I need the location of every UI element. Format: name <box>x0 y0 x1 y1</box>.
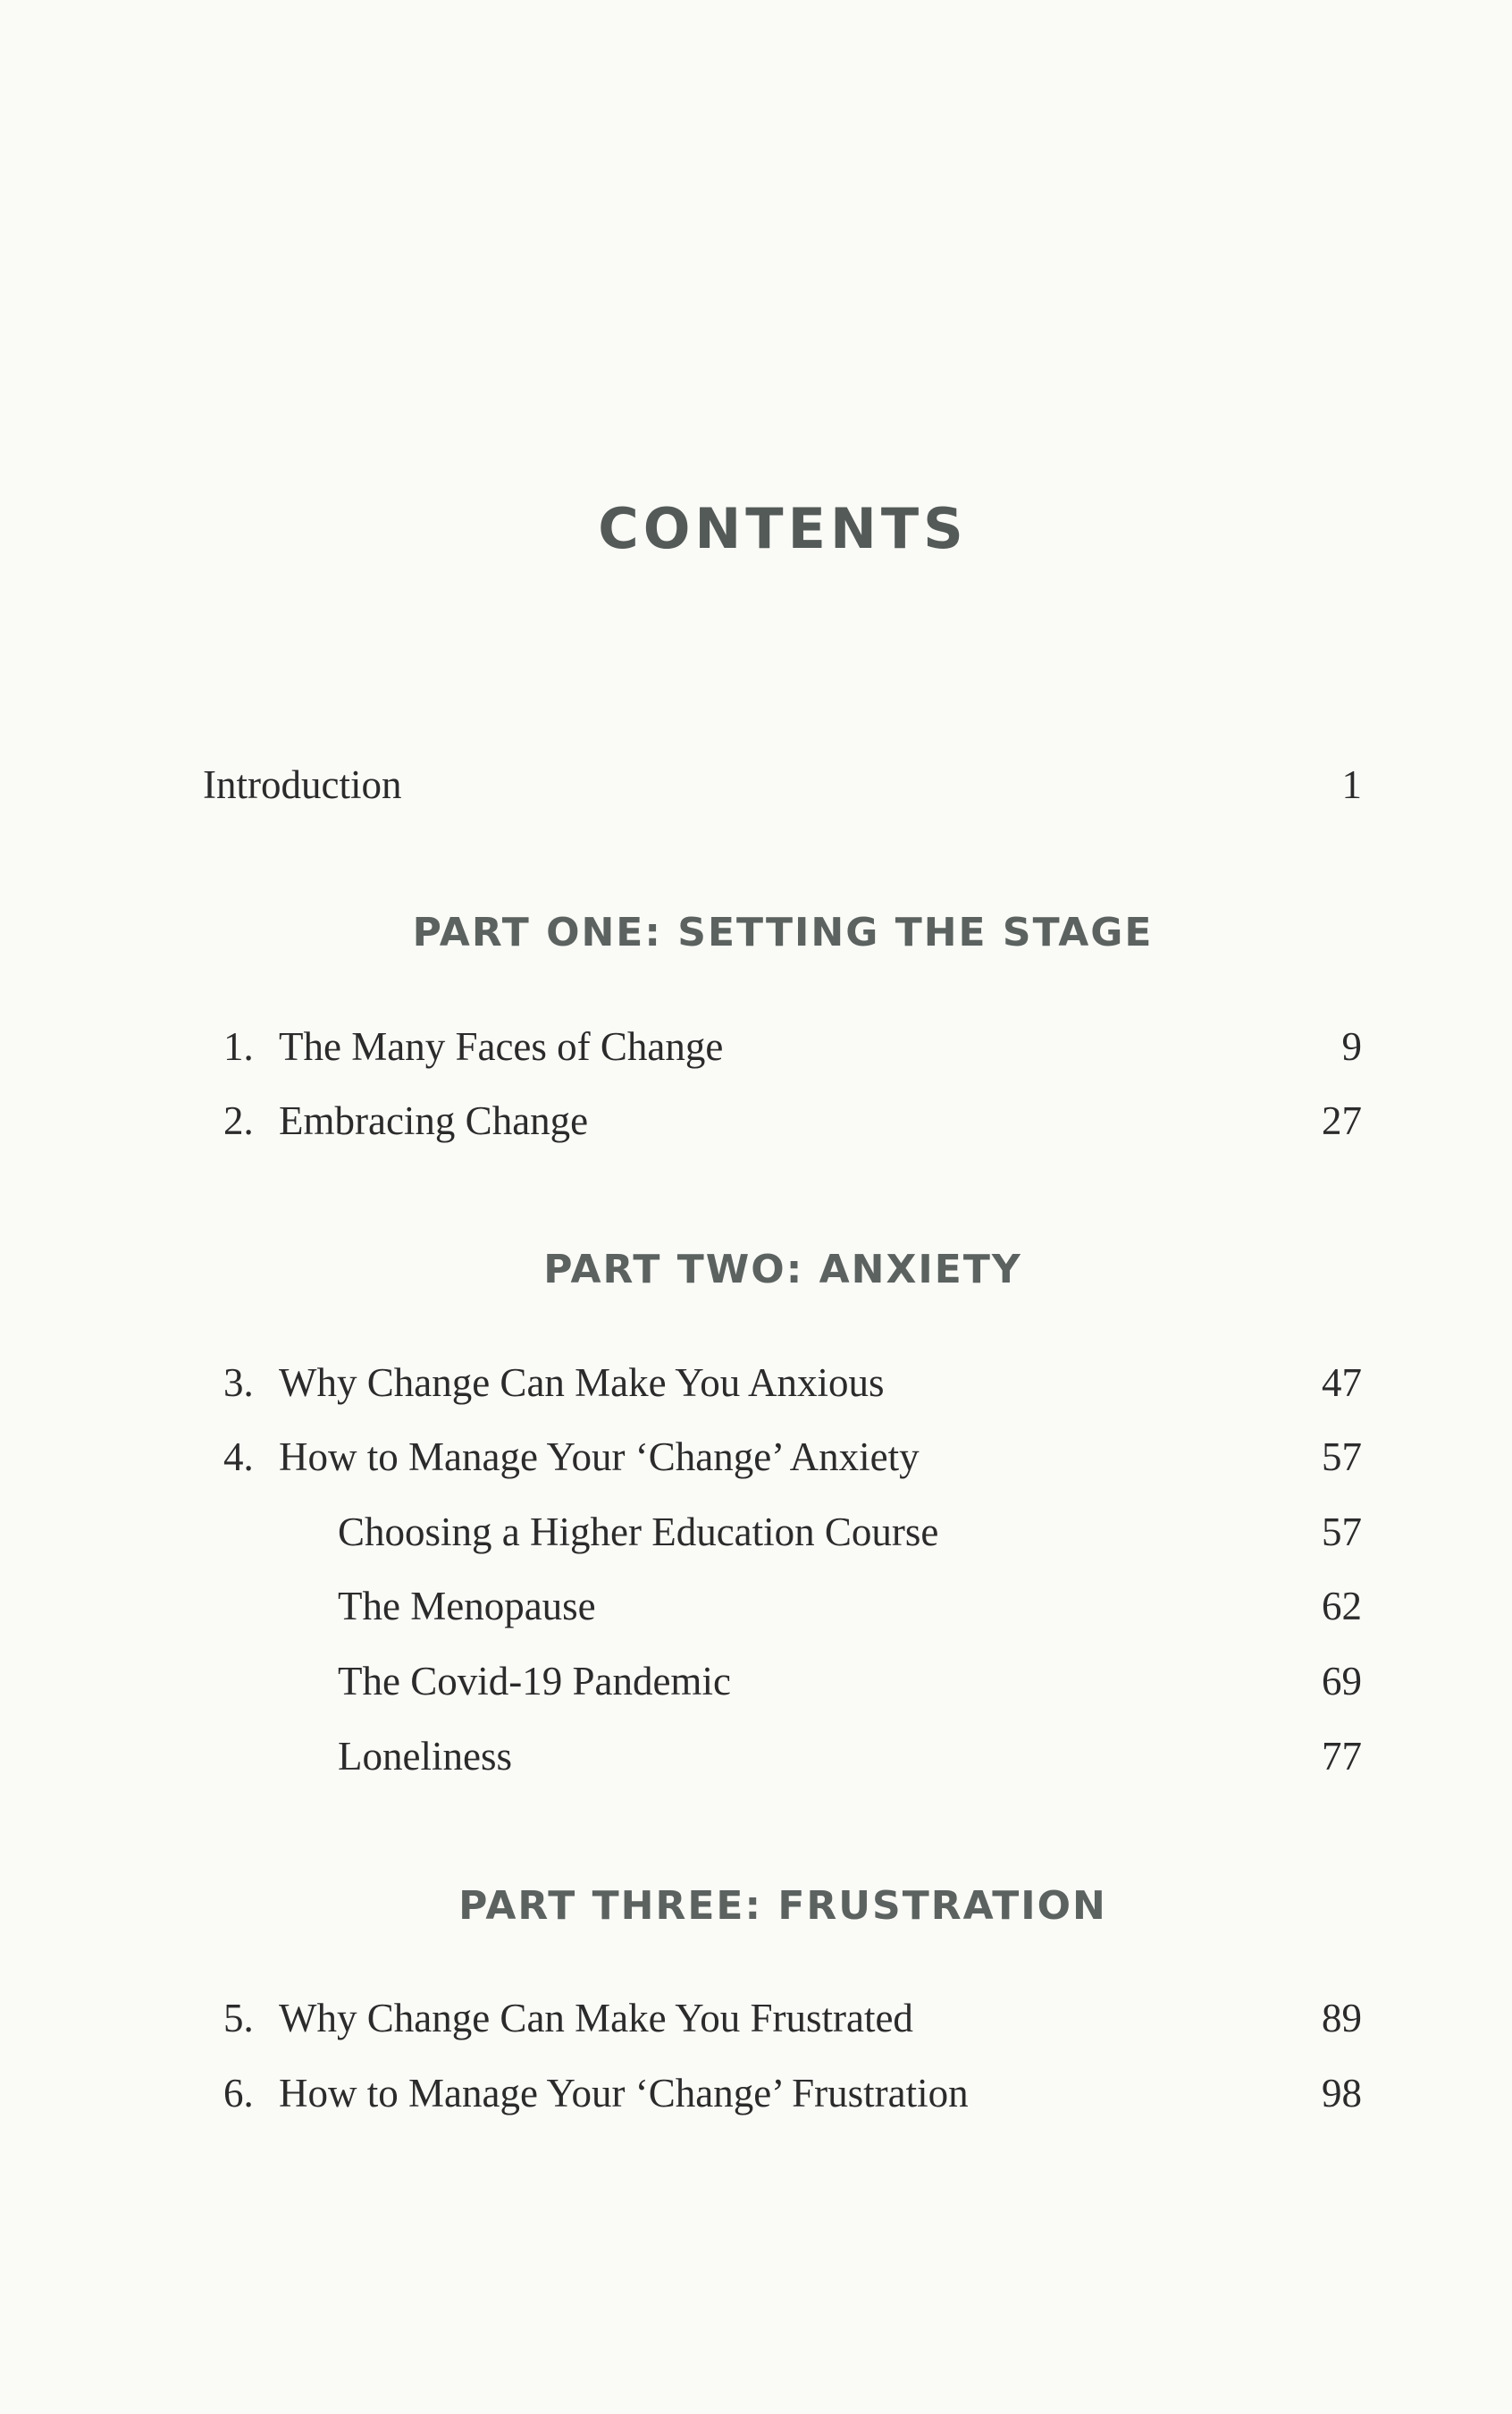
toc-entry-label: Choosing a Higher Education Course <box>338 1510 939 1554</box>
toc-entry-label: Embracing Change <box>279 1098 589 1143</box>
toc-page-number: 9 <box>1341 1024 1362 1069</box>
chapter-number: 4. <box>223 1434 254 1479</box>
toc-entry-chapter-4[interactable] <box>0 1434 1512 1496</box>
toc-subentry[interactable] <box>0 1583 1512 1645</box>
page-title: CONTENTS <box>598 496 968 561</box>
toc-entry-chapter-6[interactable] <box>0 2070 1512 2132</box>
toc-page-number: 98 <box>1322 2071 1362 2115</box>
toc-entry-label: How to Manage Your ‘Change’ Anxiety <box>279 1434 920 1479</box>
part-heading-two: PART TWO: ANXIETY <box>543 1247 1022 1292</box>
toc-page-number: 57 <box>1322 1510 1362 1554</box>
toc-entry-label: Why Change Can Make You Frustrated <box>279 1996 913 2040</box>
toc-entry-label: Loneliness <box>338 1734 512 1779</box>
chapter-number: 2. <box>223 1098 254 1143</box>
chapter-number: 1. <box>223 1024 254 1069</box>
toc-entry-label: Why Change Can Make You Anxious <box>279 1360 885 1405</box>
toc-entry-chapter-1[interactable] <box>0 1023 1512 1086</box>
toc-entry-chapter-2[interactable] <box>0 1098 1512 1160</box>
toc-page-number: 57 <box>1322 1434 1362 1479</box>
toc-subentry[interactable] <box>0 1509 1512 1571</box>
toc-page-number: 69 <box>1322 1659 1362 1703</box>
part-heading-three: PART THREE: FRUSTRATION <box>458 1883 1107 1929</box>
toc-page-number: 77 <box>1322 1734 1362 1779</box>
toc-entry-introduction[interactable] <box>0 761 1512 824</box>
toc-page-number: 62 <box>1322 1584 1362 1628</box>
toc-entry-chapter-5[interactable] <box>0 1995 1512 2057</box>
chapter-number: 5. <box>223 1996 254 2040</box>
toc-page-number: 1 <box>1341 762 1362 807</box>
toc-page-number: 89 <box>1322 1996 1362 2040</box>
toc-subentry[interactable] <box>0 1733 1512 1796</box>
toc-entry-label: The Covid-19 Pandemic <box>338 1659 731 1703</box>
chapter-number: 6. <box>223 2071 254 2115</box>
part-heading-one: PART ONE: SETTING THE STAGE <box>412 910 1154 955</box>
toc-entry-chapter-3[interactable] <box>0 1359 1512 1422</box>
toc-entry-label: The Many Faces of Change <box>279 1024 724 1069</box>
toc-subentry[interactable] <box>0 1658 1512 1720</box>
toc-entry-label: How to Manage Your ‘Change’ Frustration <box>279 2071 969 2115</box>
toc-entry-label: The Menopause <box>338 1584 596 1628</box>
toc-page-number: 47 <box>1322 1360 1362 1405</box>
toc-entry-label: Introduction <box>203 762 402 807</box>
chapter-number: 3. <box>223 1360 254 1405</box>
toc-page-number: 27 <box>1322 1098 1362 1143</box>
